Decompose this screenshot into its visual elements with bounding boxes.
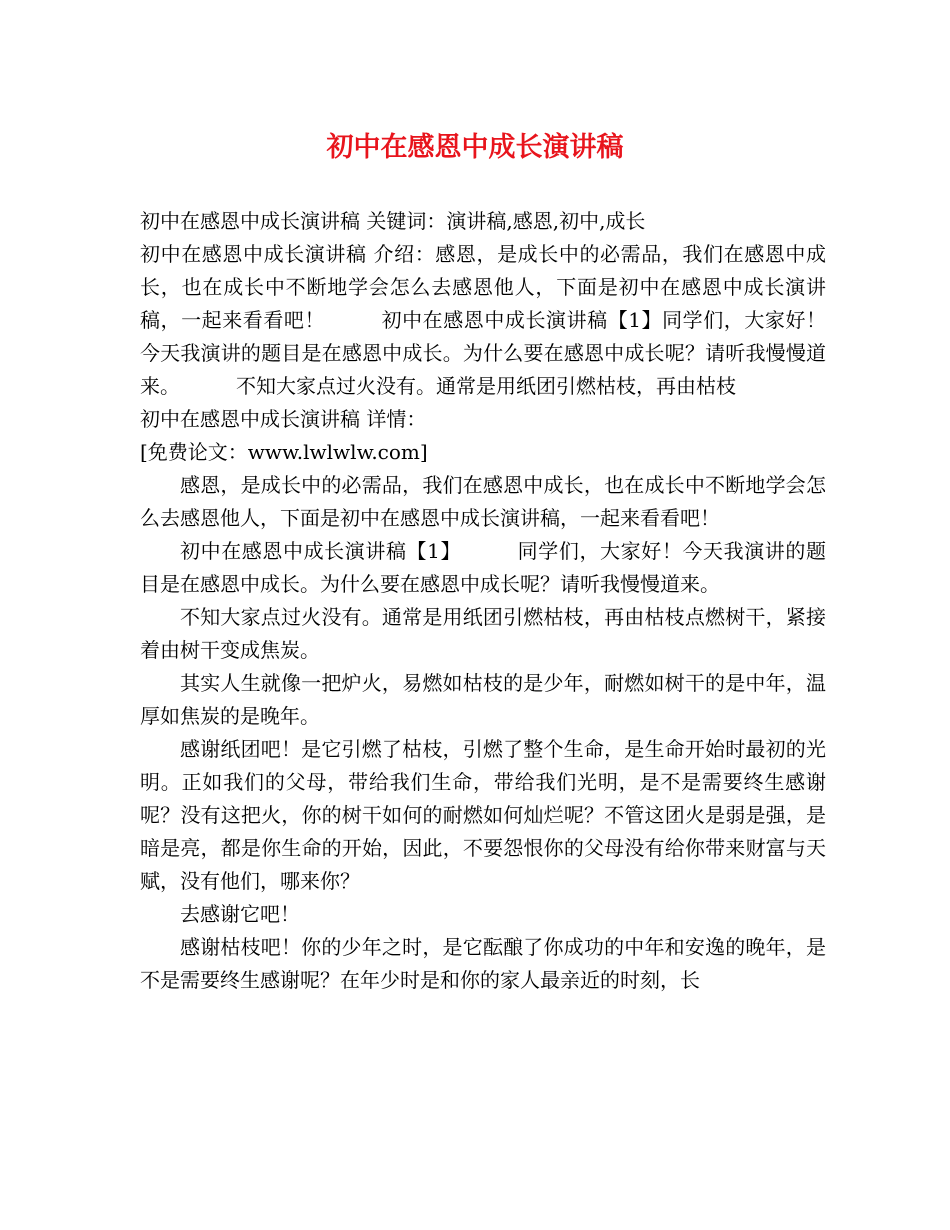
details-line: 初中在感恩中成长演讲稿 详情：	[140, 407, 427, 431]
intro-greeting: 同学们，大家好！今天我演讲的题目是在感恩中成长。为什么要在感恩中成长呢？请听我慢慢道来。	[140, 308, 827, 398]
document-title: 初中在感恩中成长演讲稿	[326, 132, 624, 163]
intro-text: 初中在感恩中成长演讲稿 介绍：感恩，是成长中的必需品，我们在感恩中成长，也在成长中不断地学会怎么去感恩他人，下面是初中在感恩中成长演讲稿，一起来看看吧！	[140, 242, 826, 332]
greeting-text: 同学们，大家好！今天我演讲的题目是在感恩中成长。为什么要在感恩中成长呢？请听我慢慢道来。	[140, 539, 826, 596]
intro-summary	[140, 238, 826, 403]
body-paragraph-2	[140, 535, 826, 601]
keywords-line: 初中在感恩中成长演讲稿 关键词：演讲稿,感恩,初中,成长	[140, 209, 646, 233]
source-line: [免费论文：www.lwlwlw.com]	[140, 440, 428, 464]
body-paragraph-6: 去感谢它吧！	[180, 902, 300, 926]
body-paragraph-1: 感恩，是成长中的必需品，我们在感恩中成长，也在成长中不断地学会怎么去感恩他人，下面是初中在感恩中成长演讲稿，一起来看看吧！	[140, 473, 826, 530]
intro-section-heading: 初中在感恩中成长演讲稿【1】	[381, 308, 663, 332]
body-paragraph-3: 不知大家点过火没有。通常是用纸团引燃枯枝，再由枯枝点燃树干，紧接着由树干变成焦炭。	[140, 605, 826, 662]
body-paragraph-4: 其实人生就像一把炉火，易燃如枯枝的是少年，耐燃如树干的是中年，温厚如焦炭的是晚年。	[140, 671, 826, 728]
body-paragraph-7: 感谢枯枝吧！你的少年之时，是它酝酿了你成功的中年和安逸的晚年，是不是需要终生感谢呢？在年少时是和你的家人最亲近的时刻，长	[140, 935, 826, 992]
intro-fire-text: 不知大家点过火没有。通常是用纸团引燃枯枝，再由枯枝	[236, 374, 736, 398]
section-heading-1: 初中在感恩中成长演讲稿【1】	[180, 539, 462, 563]
document-content	[140, 205, 826, 997]
body-paragraph-5: 感谢纸团吧！是它引燃了枯枝，引燃了整个生命，是生命开始时最初的光明。正如我们的父母，带给我们生命，带给我们光明，是不是需要终生感谢呢？没有这把火，你的树干如何的耐燃如何灿烂呢？不管这团火是弱是强，是暗是亮，都是你生命的开始，因此，不要怨恨你的父母没有给你带来财富与天赋，没有他们，哪来你？	[140, 737, 826, 893]
